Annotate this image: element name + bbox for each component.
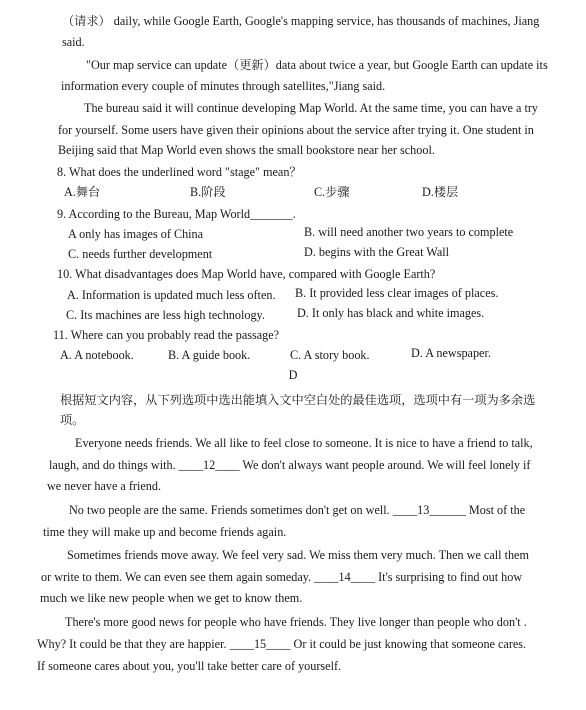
option-d: D. A newspaper. xyxy=(411,346,491,360)
text-segment: or write to them. We can even see them again someday. xyxy=(41,570,312,584)
option-a: A.舞台 xyxy=(64,185,101,199)
passage-c-line: information every couple of minutes through satellites,"Jiang said. xyxy=(61,79,386,93)
passage-d-line: we never have a friend. xyxy=(47,479,162,493)
option-b: B.阶段 xyxy=(190,185,226,199)
option-a: A. A notebook. xyxy=(60,348,134,362)
passage-d-line xyxy=(41,570,522,585)
instruction-line: 根据短文内容，从下列选项中选出能填入文中空白处的最佳选项，选项中有一项为多余选 xyxy=(60,393,536,407)
text-segment: Most of the xyxy=(468,503,526,517)
passage-c-line: for yourself. Some users have given their opinions about the service after trying it. One student in xyxy=(58,123,534,137)
option-a: A. Information is updated much less often. xyxy=(67,288,276,302)
passage-c-line: The bureau said it will continue developing Map World. At the same time, you can have a try xyxy=(84,101,539,115)
passage-d-line: Sometimes friends move away. We feel very sad. We miss them very much. Then we call them xyxy=(67,548,529,562)
text-segment: It's surprising to find out how xyxy=(378,570,523,584)
text-segment: Why? It could be that they are happier. xyxy=(37,637,227,651)
blank-15: ____15____ xyxy=(229,637,291,651)
option-c: C. A story book. xyxy=(290,348,370,362)
passage-d-line: Everyone needs friends. We all like to feel close to someone. It is nice to have a friend to talk, xyxy=(75,436,533,450)
option-c: C. needs further development xyxy=(68,247,213,261)
question-stem: 9. According to the Bureau, Map World_______. xyxy=(57,207,296,221)
passage-d-line: If someone cares about you, you'll take better care of yourself. xyxy=(37,659,342,673)
question-stem: 11. Where can you probably read the passage? xyxy=(53,328,280,342)
option-b: B. will need another two years to complete xyxy=(304,225,514,239)
instruction-line: 项。 xyxy=(60,413,85,427)
option-c: C.步骤 xyxy=(314,185,350,199)
option-b: B. A guide book. xyxy=(168,348,251,362)
passage-c-line: （请求） daily, while Google Earth, Google's mapping service, has thousands of machines, Jiang xyxy=(62,14,540,28)
option-c: C. Its machines are less high technology. xyxy=(66,308,265,322)
text-segment: laugh, and do things with. xyxy=(49,458,176,472)
text-segment: We don't always want people around. We will feel lonely if xyxy=(242,458,531,472)
passage-c-line: Beijing said that Map World even shows the small bookstore near her school. xyxy=(58,143,435,157)
option-d: D. It only has black and white images. xyxy=(297,306,485,320)
passage-d-line xyxy=(49,458,530,473)
option-d: D. begins with the Great Wall xyxy=(304,245,450,259)
blank-13: ____13______ xyxy=(392,503,466,517)
passage-c-line: "Our map service can update（更新）data about twice a year, but Google Earth can update its xyxy=(86,58,548,72)
passage-d-line: much we like new people when we get to know them. xyxy=(40,591,303,605)
section-heading: D xyxy=(288,368,298,382)
passage-d-line xyxy=(37,637,526,652)
text-segment: No two people are the same. Friends sometimes don't get on well. xyxy=(69,503,390,517)
passage-d-line: time they will make up and become friends again. xyxy=(43,525,287,539)
text-segment: Or it could be just knowing that someone cares. xyxy=(293,637,527,651)
blank-14: ____14____ xyxy=(314,570,376,584)
blank-12: ____12____ xyxy=(178,458,240,472)
option-b: B. It provided less clear images of places. xyxy=(295,286,499,300)
passage-d-line xyxy=(69,503,525,518)
option-d: D.楼层 xyxy=(422,185,459,199)
question-stem: 8. What does the underlined word "stage" mean？ xyxy=(57,165,302,179)
passage-c-line: said. xyxy=(62,35,85,49)
passage-d-line: There's more good news for people who have friends. They live longer than people who don't . xyxy=(65,615,527,629)
question-stem: 10. What disadvantages does Map World have, compared with Google Earth? xyxy=(57,267,436,281)
option-a: A only has images of China xyxy=(68,227,204,241)
